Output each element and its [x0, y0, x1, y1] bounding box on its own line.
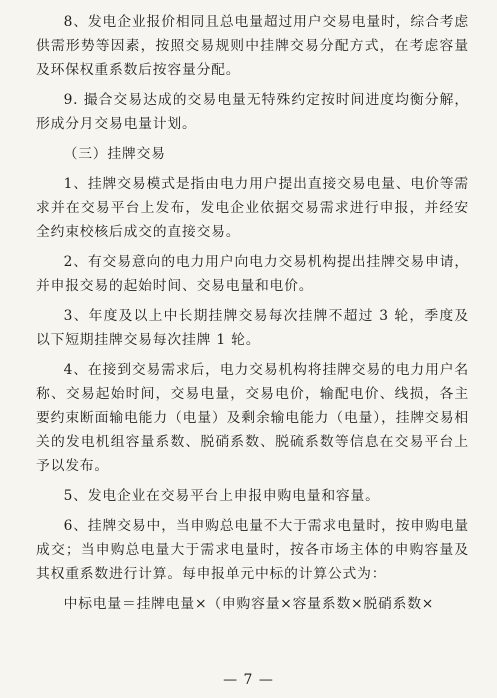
- formula-line: 中标电量＝挂牌电量×（申购容量×容量系数×脱硝系数×: [63, 596, 435, 612]
- paragraph-5: 5、发电企业在交易平台上申报申购电量和容量。: [63, 488, 380, 504]
- paragraph-4: 4、在接到交易需求后，电力交易机构将挂牌交易的电力用户名称、交易起始时间，交易电量，交易电价，输配电价、线损，各主要约束断面输电能力（电量）及剩余输电能力（电量），挂牌交易相关的发电机组容量系数、脱硝系数、脱硫系数等信息在交易平台上予以发布。: [36, 362, 469, 474]
- page-number: — 7 —: [223, 672, 274, 688]
- paragraph-2: 2、有交易意向的电力用户向电力交易机构提出挂牌交易申请，并申报交易的起始时间、交易电量和电价。: [36, 254, 469, 294]
- section-heading: （三）挂牌交易: [63, 146, 166, 162]
- paragraph-8: 8、发电企业报价相同且总电量超过用户交易电量时，综合考虑供需形势等因素，按照交易规则中挂牌交易分配方式，在考虑容量及环保权重系数后按容量分配。: [36, 14, 469, 78]
- paragraph-1: 1、挂牌交易模式是指由电力用户提出直接交易电量、电价等需求并在交易平台上发布，发电企业依据交易需求进行申报，并经安全约束校核后成交的直接交易。: [36, 176, 469, 240]
- paragraph-9: 9. 撮合交易达成的交易电量无特殊约定按时间进度均衡分解，形成分月交易电量计划。: [36, 92, 469, 132]
- paragraph-6: 6、挂牌交易中，当申购总电量不大于需求电量时，按申购电量成交；当申购总电量大于需求电量时，按各市场主体的申购容量及其权重系数进行计算。每申报单元中标的计算公式为：: [36, 518, 469, 582]
- paragraph-3: 3、年度及以上中长期挂牌交易每次挂牌不超过 3 轮，季度及以下短期挂牌交易每次挂牌 1 轮。: [36, 308, 469, 348]
